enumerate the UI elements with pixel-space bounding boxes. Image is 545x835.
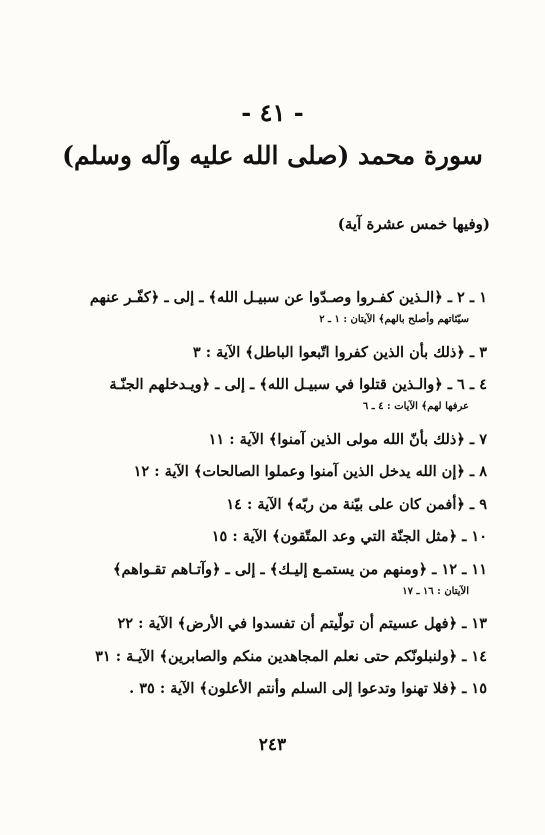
list-item (47, 461, 487, 483)
entry-line: ١٣ ـ ﴿فهل عسيتم أن تولّيتم أن تفسدوا في الأرض﴾ الآية : ٢٢ (117, 615, 487, 632)
chapter-title: سورة محمد (صلى الله عليه وآله وسلم) (62, 141, 483, 170)
page-number: ٢٤٣ (258, 735, 287, 755)
list-item (47, 494, 487, 516)
entry-line-continuation: الآيتان : ١٦ ـ ١٧ (402, 585, 469, 597)
verse-count-note: (وفيها خمس عشرة آية) (337, 215, 490, 233)
verse-entries-list (47, 287, 487, 711)
list-item (47, 678, 487, 700)
entry-line: ٨ ـ ﴿إن الله يدخل الذين آمنوا وعملوا الصالحات﴾ الآية : ١٢ (133, 463, 487, 480)
entry-line: ١ ـ ٢ ـ ﴿الـذين كفـروا وصـدّوا عن سبيـل الله﴾ ـ إلى ـ ﴿كفّـر عنهم (89, 289, 487, 306)
entry-line: ٣ ـ ﴿ذلك بأن الذين كفروا اتّبعوا الباطل﴾ الآية : ٣ (192, 343, 487, 361)
entry-line: ١٤ ـ ﴿ولنبلونّكم حتى نعلم المجاهدين منكم والصابرين﴾ الآيـة : ٣١ (95, 647, 487, 665)
list-item (47, 342, 487, 364)
entry-line: ١٠ ـ ﴿مثل الجنّة التي وعد المتّقون﴾ الآية : ١٥ (211, 528, 487, 545)
list-item (47, 613, 487, 635)
list-item (47, 646, 487, 668)
entry-line: ١١ ـ ١٢ ـ ﴿ومنهم من يستمـع إليـك﴾ ـ إلى ـ ﴿وآتـاهم تقـواهم﴾ (113, 560, 487, 578)
list-item (47, 374, 487, 418)
list-item (47, 526, 487, 548)
entry-line: ٧ ـ ﴿ذلك بأنّ الله مولى الذين آمنوا﴾ الآية : ١١ (208, 430, 487, 448)
list-item (47, 559, 487, 603)
list-item (47, 429, 487, 451)
chapter-number: - ٤١ - (241, 98, 304, 127)
entry-line-continuation: عرفها لهم﴾ الآيات : ٤ ـ ٦ (362, 401, 469, 412)
entry-line-continuation: سيّئاتهم وأصلح بالهم﴾ الآيتان : ١ ـ ٢ (319, 314, 469, 325)
entry-line: ٩ ـ ﴿أفمن كان على بيّنة من ربّه﴾ الآية : ١٤ (226, 495, 487, 513)
entry-line: ١٥ ـ ﴿فلا تهنوا وتدعوا إلى السلم وأنتم الأعلون﴾ الآية : ٣٥ . (129, 680, 487, 697)
list-item (47, 287, 487, 331)
entry-line: ٤ ـ ٦ ـ ﴿والـذين قتلوا في سبيـل الله﴾ ـ إلى ـ ﴿ويـدخلهم الجنّـة (109, 376, 487, 393)
